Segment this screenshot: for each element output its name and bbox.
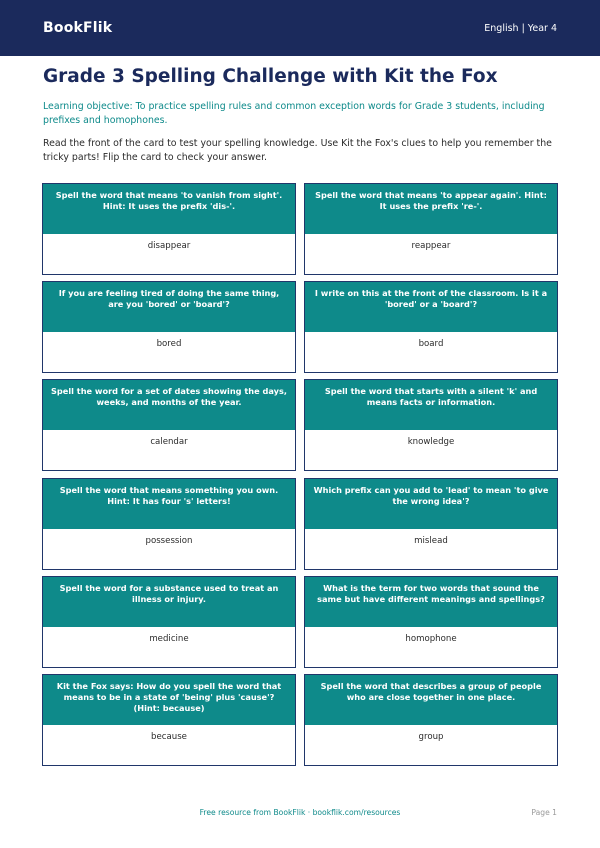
card-front-question: Kit the Fox says: How do you spell the word that means to be in a state of 'being' plus 'cause'? (Hint: because) — [43, 675, 295, 725]
page-number: Page 1 — [531, 808, 557, 817]
instructions: Read the front of the card to test your spelling knowledge. Use Kit the Fox's clues to help you remember the tricky parts! Flip the card to check your answer. — [43, 138, 552, 163]
card-back-answer: group — [305, 725, 557, 765]
card-back-answer: because — [43, 725, 295, 765]
card-back-answer: possession — [43, 529, 295, 569]
flash-card[interactable] — [304, 183, 558, 275]
flash-card[interactable] — [42, 379, 296, 471]
learning-objective: Learning objective: To practice spelling rules and common exception words for Grade 3 students, including prefixes and homophones. — [43, 101, 545, 126]
card-back-answer: medicine — [43, 627, 295, 667]
card-back-answer: bored — [43, 332, 295, 372]
footer-link[interactable]: Free resource from BookFlik · bookflik.com/resources — [199, 808, 401, 817]
flash-card[interactable] — [42, 674, 296, 766]
brand-logo[interactable]: BookFlik — [43, 20, 113, 36]
card-back-answer: knowledge — [305, 430, 557, 470]
card-front-question: What is the term for two words that sound the same but have different meanings and spellings? — [305, 577, 557, 627]
flash-card[interactable] — [304, 576, 558, 668]
card-front-question: If you are feeling tired of doing the same thing, are you 'bored' or 'board'? — [43, 282, 295, 332]
subject-year-label: English | Year 4 — [484, 22, 557, 34]
flash-card[interactable] — [42, 183, 296, 275]
flash-card[interactable] — [304, 674, 558, 766]
flash-card[interactable] — [42, 281, 296, 373]
flash-card[interactable] — [304, 478, 558, 570]
card-front-question: I write on this at the front of the classroom. Is it a 'bored' or a 'board'? — [305, 282, 557, 332]
flash-card[interactable] — [304, 281, 558, 373]
card-back-answer: board — [305, 332, 557, 372]
card-front-question: Spell the word that means 'to appear again'. Hint: It uses the prefix 're-'. — [305, 184, 557, 234]
card-back-answer: calendar — [43, 430, 295, 470]
card-front-question: Spell the word for a set of dates showing the days, weeks, and months of the year. — [43, 380, 295, 430]
card-front-question: Spell the word for a substance used to treat an illness or injury. — [43, 577, 295, 627]
page-title: Grade 3 Spelling Challenge with Kit the Fox — [43, 66, 498, 87]
card-front-question: Spell the word that starts with a silent 'k' and means facts or information. — [305, 380, 557, 430]
card-back-answer: reappear — [305, 234, 557, 274]
card-back-answer: homophone — [305, 627, 557, 667]
card-back-answer: mislead — [305, 529, 557, 569]
flash-card[interactable] — [42, 576, 296, 668]
card-back-answer: disappear — [43, 234, 295, 274]
card-front-question: Spell the word that means 'to vanish from sight'. Hint: It uses the prefix 'dis-'. — [43, 184, 295, 234]
card-front-question: Spell the word that describes a group of people who are close together in one place. — [305, 675, 557, 725]
flash-card[interactable] — [42, 478, 296, 570]
card-front-question: Spell the word that means something you own. Hint: It has four 's' letters! — [43, 479, 295, 529]
page-header — [0, 0, 600, 56]
flash-card[interactable] — [304, 379, 558, 471]
card-front-question: Which prefix can you add to 'lead' to mean 'to give the wrong idea'? — [305, 479, 557, 529]
